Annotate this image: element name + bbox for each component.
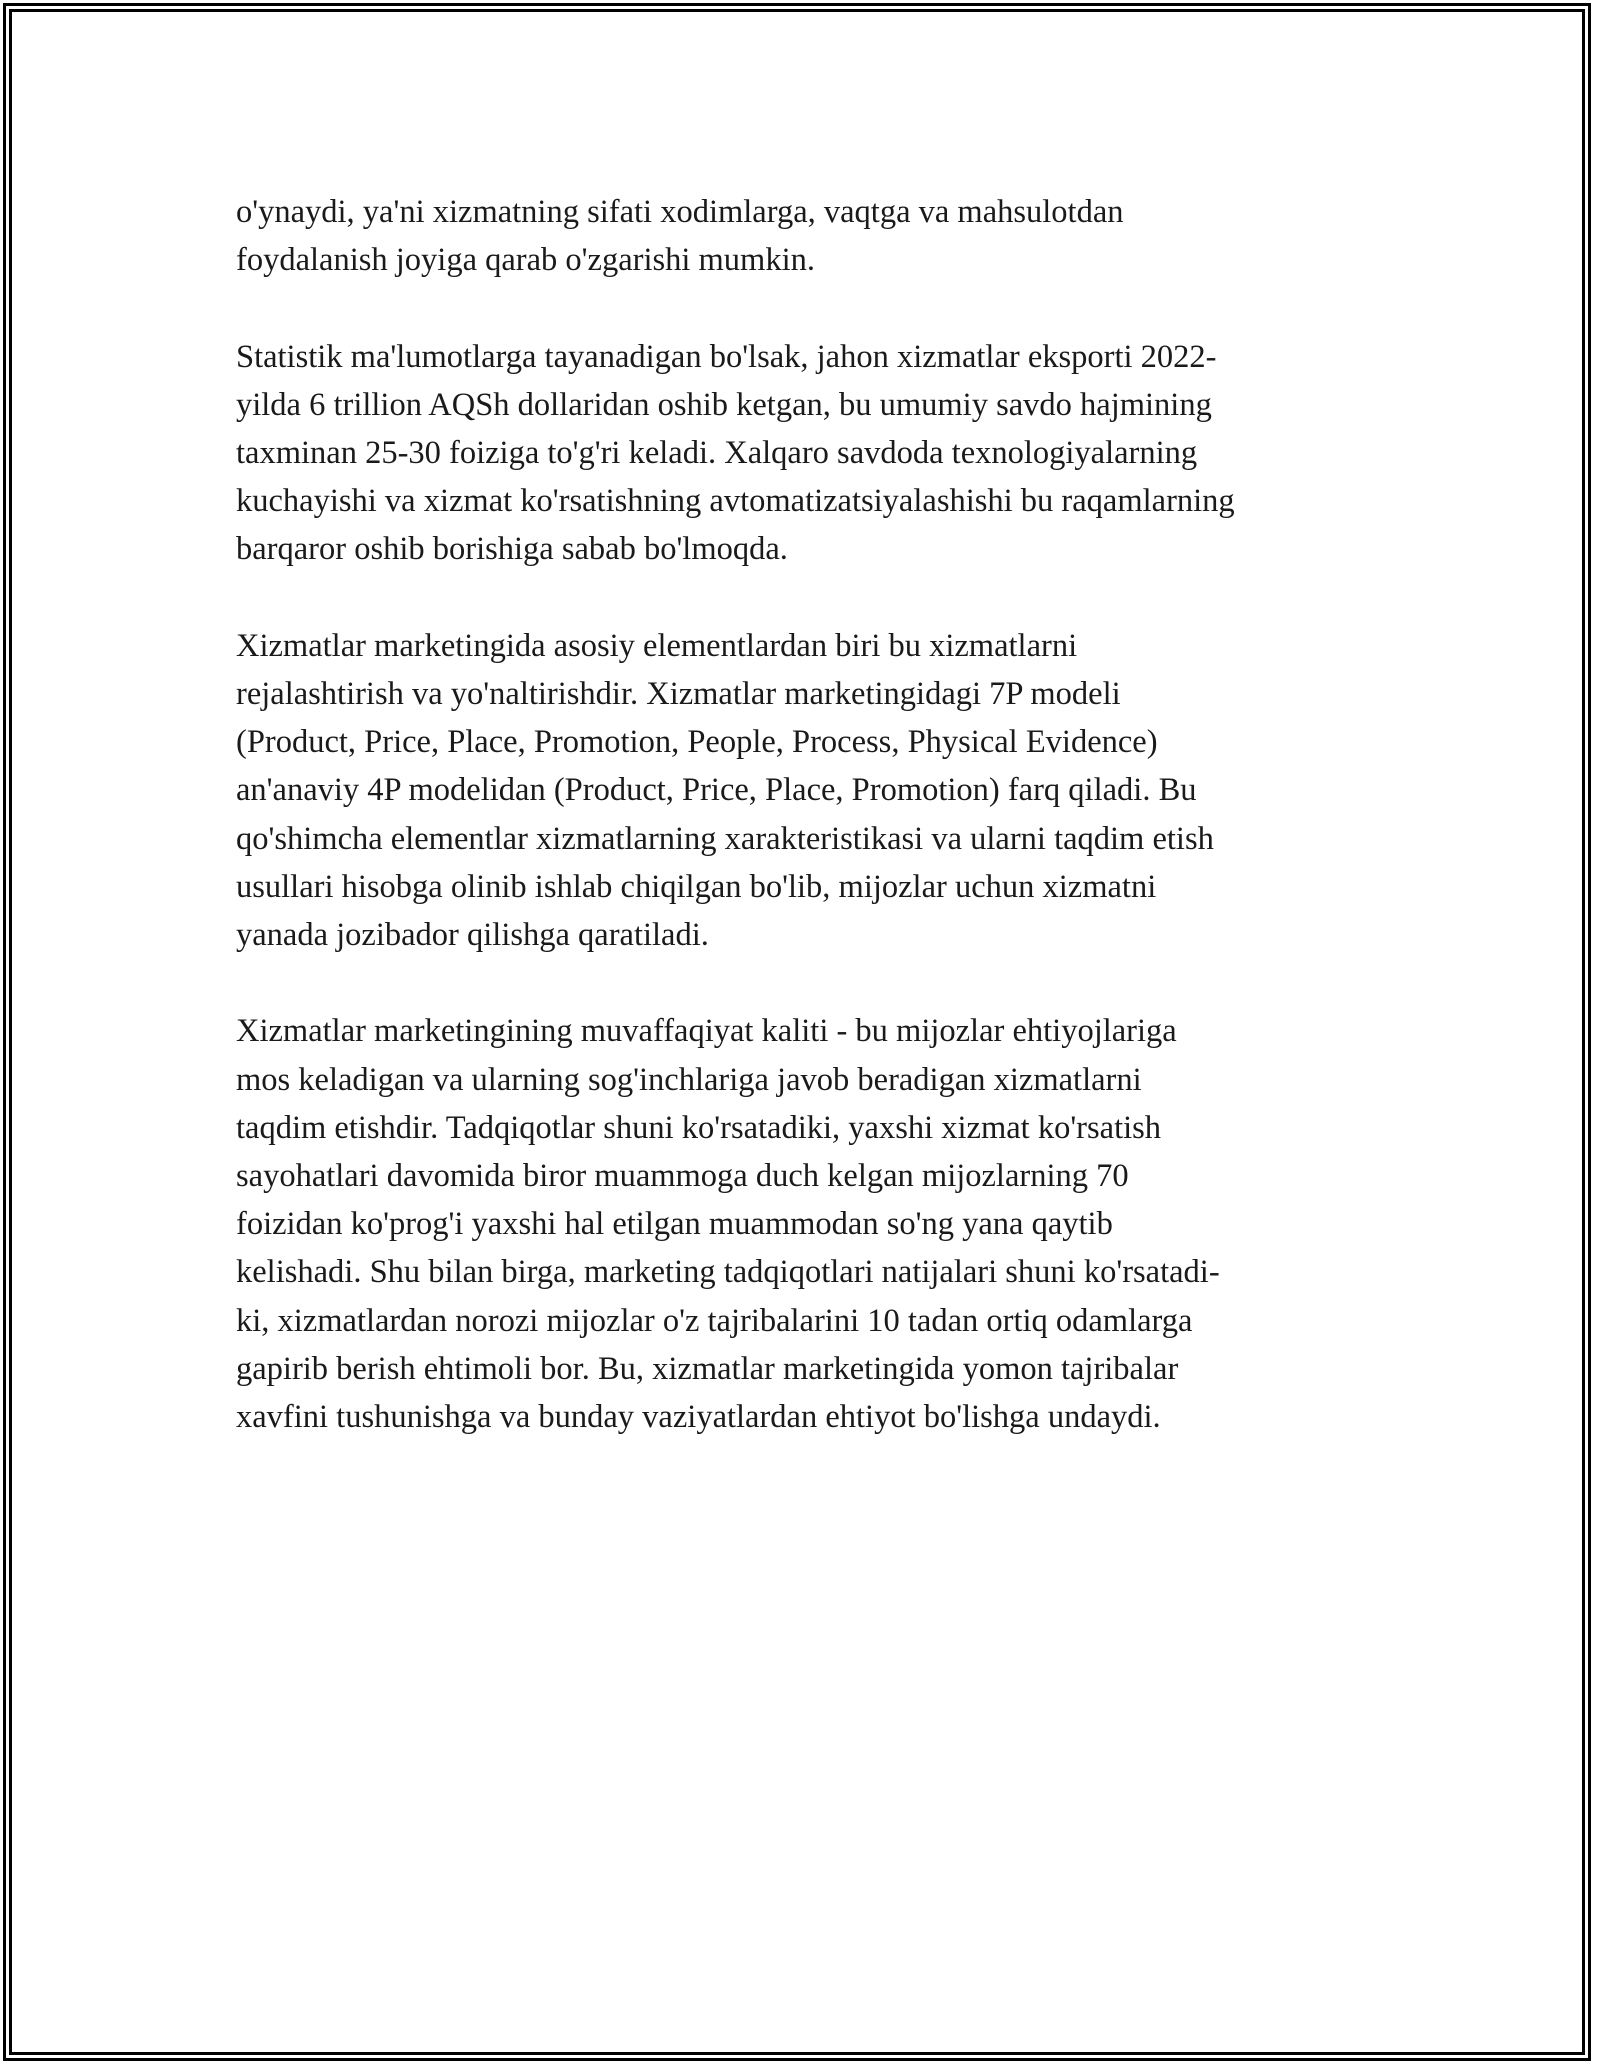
paragraph-2: Statistik ma'lumotlarga tayanadigan bo'lsak, jahon xizmatlar eksporti 2022- yilda 6 trillion AQSh dollaridan oshib ketgan, bu umumiy savdo hajmining taxminan 25-30 foiziga to'g'ri keladi. Xalqaro savdoda texnologiyalarning kuchayishi va xizmat ko'rsatishning avtomatizatsiyalashishi bu raqamlarning barqaror oshib borishiga sabab bo'lmoqda. [236, 338, 1235, 568]
paragraph-4: Xizmatlar marketingining muvaffaqiyat kaliti - bu mijozlar ehtiyojlariga mos keladigan va ularning sog'inchlariga javob beradigan xizmatlarni taqdim etishdir. Tadqiqotlar shuni ko'rsatadiki, yaxshi xizmat ko'rsatish sayohatlari davomida biror muammoga duch kelgan mijozlarning 70 foizidan ko'prog'i yaxshi hal etilgan muammodan so'ng yana qaytib kelishadi. Shu bilan birga, marketing tadqiqotlari natijalari shuni ko'rsatadi- ki, xizmatlardan norozi mijozlar o'z tajribalarini 10 tadan ortiq odamlarga gapirib berish ehtimoli bor. Bu, xizmatlar marketingida yomon tajribalar xavfini tushunishga va bunday vaziyatlardan ehtiyot bo'lishga undaydi. [236, 1013, 1220, 1436]
paragraph-1: o'ynaydi, ya'ni xizmatning sifati xodimlarga, vaqtga va mahsulotdan foydalanish joyiga qarab o'zgarishi mumkin. [236, 194, 1124, 279]
paragraph-3: Xizmatlar marketingida asosiy elementlardan biri bu xizmatlarni rejalashtirish va yo'naltirishdir. Xizmatlar marketingidagi 7P modeli (Product, Price, Place, Promotion, People, Process, Physical Evidence) an'anaviy 4P modelidan (Product, Price, Place, Promotion) farq qiladi. Bu qo'shimcha elementlar xizmatlarning xarakteristikasi va ularni taqdim etish usullari hisobga olinib ishlab chiqilgan bo'lib, mijozlar uchun xizmatni yanada jozibador qilishga qaratiladi. [236, 627, 1214, 954]
document-body [236, 188, 1376, 1489]
